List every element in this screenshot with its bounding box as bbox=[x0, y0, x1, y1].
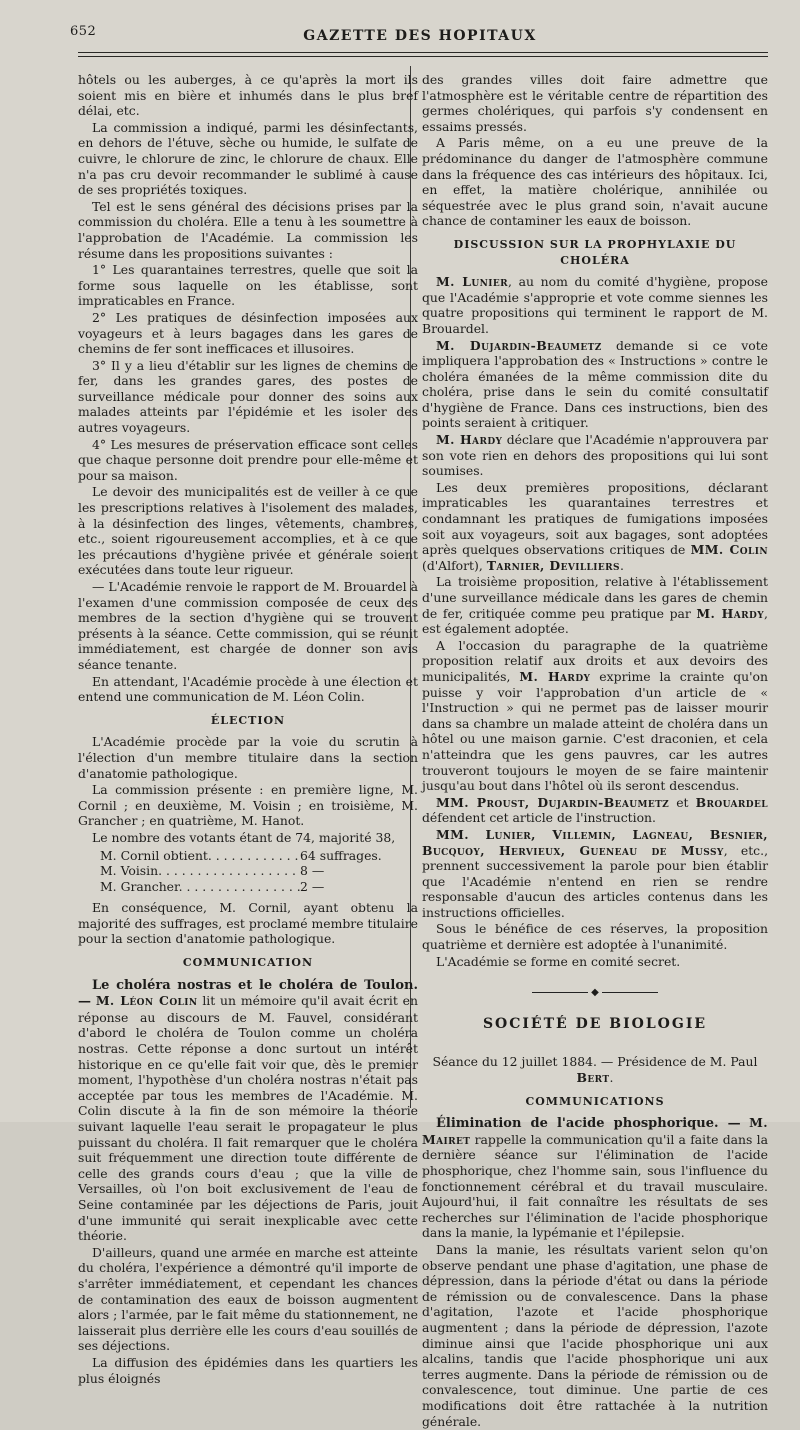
paragraph-text: lit un mémoire qu'il avait écrit en réponse au discours de M. Fauvel, considérant d'abord le choléra de Toulon comme un choléra nostras. Cette réponse a donc surtout un intérêt historique en ce qu'elle fait voir que, dès le premier moment, l'hypothèse d'un choléra nostras n'était pas acceptée par tous les membres de l'Académie. M. Colin discute à la fin de son mémoire la théorie suivant laquelle l'eau serait le propagateur le plus puissant du choléra. Il fait remarquer que le choléra suit fréquemment une direction toute différente de celle des grands cours d'eau ; que la ville de Versailles, où l'on boit exclusivement de l'eau de Seine contaminée par les déjections de Paris, jouit d'une immunité qui serait inexplicable avec cette théorie. bbox=[78, 993, 418, 1244]
section-heading-discussion: DISCUSSION SUR LA PROPHYLAXIE DU CHOLÉRA bbox=[453, 237, 737, 267]
paragraph: La diffusion des épidémies dans les quartiers les plus éloignés bbox=[78, 1354, 418, 1386]
paragraph-text: propositions, déclarant impraticables les quarantaines terrestres et condamnant les pratiques de fumigations imposées soit aux voyageurs, soit aux bagages, sont adoptées après quelques observations critiques de bbox=[422, 479, 768, 558]
paragraph-text: demande si ce vote impliquera l'approbation des « Instructions » contre le choléra émanées de la même commission dite du choléra, prise dans le sein du comité consultatif d'hygiène de France. Dans ces instructions, bien des points seraient à critiquer. bbox=[422, 337, 769, 431]
paragraph: Dans la manie, les résultats varient selon qu'on observe pendant une phase d'agitation, une phase de dépression, dans la période d'état ou dans la période de rémission ou de convalescence. Dans la phase d'agitation, l'azote et l'acide phosphorique augmentent ; dans la période de dépression, l'azote diminue ainsi que l'acide phosphorique uni aux alcalins, tandis que l'acide phosphorique uni aux terres augmente. Dans la période de rémission ou de convalescence, tout diminue. Une partie de ces modifications doit être rattachée à la nutrition générale. bbox=[422, 1241, 768, 1429]
article-title: Élimination de l'acide phosphorique. — bbox=[436, 1116, 741, 1132]
paragraph: des grandes villes doit faire admettre que l'atmosphère est le véritable centre de répartition des germes cholériques, qui parfois s'y condensent en essaims pressés. bbox=[422, 72, 768, 134]
section-heading-election: ÉLECTION bbox=[210, 713, 286, 727]
vote-count: 2 — bbox=[300, 878, 325, 894]
speaker-name: M. Hardy bbox=[519, 668, 591, 684]
paragraph bbox=[422, 274, 768, 336]
right-column bbox=[422, 72, 768, 1430]
session-text: Séance du 12 juillet 1884. — Présidence de M. Paul bbox=[432, 1054, 758, 1070]
paragraph-text: défendent cet article de l'instruction. bbox=[422, 810, 656, 826]
paragraph bbox=[422, 827, 768, 921]
vote-count: 64 suffrages. bbox=[300, 847, 382, 863]
section-heading-communications: COMMUNICATIONS bbox=[525, 1094, 665, 1108]
paragraph bbox=[422, 480, 768, 574]
paragraph-text: , etc., prennent successivement la parole pour bien établir que l'Académie n'entend en rien se rendre responsable d'aucun des articles contenus dans les instructions officielles. bbox=[422, 842, 769, 920]
candidate-name: M. Voisin. . . . bbox=[100, 863, 300, 879]
speaker-name: MM. Colin bbox=[690, 542, 768, 558]
paragraph: La commission a indiqué, parmi les désinfectants, en dehors de l'étuve, sèche ou humide, le sulfate de cuivre, le chlorure de zinc, le chlorure de chaux. Elle n'a pas cru devoir recommander le sublimé à cause de ses propriétés toxiques. bbox=[78, 119, 418, 198]
speaker-name: M. Hardy bbox=[436, 432, 503, 448]
article-title: Le choléra nostras et le choléra de Toulon. — bbox=[78, 977, 418, 1010]
paragraph: Sous le bénéfice de ces réserves, la proposition quatrième et dernière est adoptée à l'unanimité. bbox=[422, 921, 768, 953]
vote-row bbox=[100, 863, 400, 879]
paragraph: Le nombre des votants étant de 74, majorité 38, bbox=[92, 829, 396, 845]
paragraph-text: , au nom du comité d'hygiène, propose que l'Académie s'approprie et vote comme siennes les quatre propositions qui terminent le rapport de M. Brouardel. bbox=[422, 274, 768, 336]
header-rule-bottom bbox=[78, 56, 768, 57]
vote-row bbox=[100, 848, 400, 864]
paragraph: Le devoir des municipalités est de veiller à ce que les prescriptions relatives à l'isolement des malades, à la désinfection des linges, vêtements, chambres, etc., soient rigoureusement accomplies, et à ce que les précautions d'hygiène privée et générale soient exécutées dans toute leur rigueur. bbox=[78, 484, 418, 578]
speaker-name: M. Dujardin-Beaumetz bbox=[436, 337, 602, 353]
paragraph: En attendant, l'Académie procède à une élection et entend une communication de M. Léon Colin. bbox=[78, 673, 418, 705]
speaker-name: MM. Lunier, Villemin, Lagneau, Besnier, Bucquoy, Hervieux, Gueneau de Mussy bbox=[422, 826, 768, 858]
vote-count: 8 — bbox=[300, 863, 325, 879]
paragraph-text: et bbox=[669, 794, 696, 810]
speaker-name: M. Lunier bbox=[436, 274, 509, 290]
president-name: Bert bbox=[576, 1070, 610, 1086]
speaker-name: Tarnier, Devilliers bbox=[486, 557, 620, 573]
paragraph: En conséquence, M. Cornil, ayant obtenu la majorité des suffrages, est proclamé membre titulaire pour la section d'anatomie pathologique. bbox=[78, 900, 418, 947]
proposition-4: 4° Les mesures de préservation efficace sont celles que chaque personne doit prendre pour elle-même et pour sa maison. bbox=[78, 436, 418, 483]
paragraph: D'ailleurs, quand une armée en marche est atteinte du choléra, l'expérience a démontré qu'il importe de s'arrêter immédiatement, et cependant les chances de contamination des eaux de boisson augmentent alors ; l'armée, par le fait même du stationnement, ne laisserait plus derrière elle les cours d'eau souillés de ses déjections. bbox=[78, 1244, 418, 1354]
paragraph bbox=[422, 432, 768, 479]
paragraph: L'Académie se forme en comité secret. bbox=[436, 953, 681, 969]
paragraph: La commission présente : en première ligne, M. Cornil ; en deuxième, M. Voisin ; en troisième, M. Grancher ; en quatrième, M. Hanot. bbox=[78, 782, 418, 829]
author-name: M. Léon Colin bbox=[95, 993, 198, 1009]
paragraph bbox=[422, 795, 768, 826]
candidate-name: M. Grancher. . . . bbox=[100, 879, 300, 895]
paragraph-text: La troisième proposition, relative à l'établissement d'une surveillance médicale dans les gares de chemin de fer, critiquée comme peu pratique par bbox=[422, 574, 768, 621]
paragraph-text: A l'occasion du paragraphe de la quatrième proposition relatif aux droits et aux devoirs des municipalités, bbox=[422, 637, 768, 684]
vote-row bbox=[100, 879, 400, 895]
speaker-name: M. Hardy bbox=[696, 605, 765, 621]
speaker-name: MM. Proust, Dujardin-Beaumetz bbox=[436, 794, 670, 810]
paragraph: — L'Académie renvoie le rapport de M. Brouardel à l'examen d'une commission composée de ceux des membres de la section d'hygiène qui se trouvent présents à la séance. Cette commission, qui se réunit immédiatement, est chargée de donner son avis séance tenante. bbox=[78, 579, 418, 672]
journal-title: GAZETTE DES HOPITAUX bbox=[303, 28, 537, 44]
session-text: . bbox=[609, 1070, 614, 1086]
paragraph bbox=[422, 338, 768, 432]
paragraph bbox=[422, 638, 768, 794]
paragraph bbox=[78, 977, 418, 1244]
paragraph: Tel est le sens général des décisions prises par la commission du choléra. Elle a tenu à les soumettre à l'approbation de l'Académie. La commission les résume dans les propositions suivantes : bbox=[78, 198, 418, 261]
page-header bbox=[70, 22, 770, 44]
paragraph-text: exprime la crainte qu'on puisse y voir l'approbation d'un article de « l'Instruction » qui ne permet pas de laisser mourir dans sa chambre un malade atteint de choléra dans un hôtel ou une maison garnie. C'est draconien, et cela n'atteindra que les gens pauvres, car les autres trouveront toujours le moyen de se faire maintenir jusqu'au bout dans l'hôtel où ils seront descendus. bbox=[422, 668, 768, 794]
paragraph bbox=[422, 574, 768, 636]
paragraph bbox=[422, 1115, 768, 1241]
header-rule-top bbox=[78, 52, 768, 53]
ornament-divider: ◆ bbox=[422, 985, 768, 1001]
paragraph-text: déclare que l'Académie n'approuvera par son vote rien en dehors des propositions qui lui sont soumises. bbox=[422, 432, 768, 479]
candidate-name: M. Cornil obtient. . . . bbox=[100, 848, 300, 864]
society-title: SOCIÉTÉ DE BIOLOGIE bbox=[482, 1015, 708, 1032]
paragraph-text: , est également adoptée. bbox=[422, 605, 768, 637]
speaker-name: Brouardel bbox=[695, 794, 768, 810]
paragraph: hôtels ou les auberges, à ce qu'après la mort ils soient mis en bière et inhumés dans le plus bref délai, etc. bbox=[78, 72, 418, 119]
paragraph-text: Les deux premières bbox=[436, 479, 608, 495]
session-line bbox=[422, 1054, 768, 1085]
proposition-3: 3° Il y a lieu d'établir sur les lignes de chemins de fer, dans les grandes gares, des postes de surveillance médicale pour donner des soins aux malades atteints par l'épidémie et les isoler des autres voyageurs. bbox=[78, 357, 418, 436]
paragraph: A Paris même, on a eu une preuve de la prédominance du danger de l'atmosphère commune dans la fréquence des cas intérieurs des hôpitaux. Ici, en effet, la matière cholérique, annihilée ou séquestrée avec le plus grand soin, n'avait aucune chance de contaminer les eaux de boisson. bbox=[422, 135, 768, 229]
paragraph: L'Académie procède par la voie du scrutin à l'élection d'un membre titulaire dans la section d'anatomie pathologique. bbox=[78, 734, 418, 781]
paragraph-text: (d'Alfort), bbox=[422, 557, 487, 573]
proposition-2: 2° Les pratiques de désinfection imposées aux voyageurs et à leurs bagages dans les gares de chemins de fer sont inefficaces et illusoires. bbox=[78, 309, 418, 357]
page-number: 652 bbox=[70, 24, 97, 39]
vote-table bbox=[100, 848, 418, 895]
speaker-name: M. Mairet bbox=[422, 1115, 768, 1147]
paragraph-text: rappelle la communication qu'il a faite dans la dernière séance sur l'élimination de l'acide phosphorique, chez l'homme sain, sous l'influence du fonctionnement cérébral et du travail musculaire. Aujourd'hui, il fait connaître les résultats de ses recherches sur l'élimination de l'acide phosphorique dans la manie, la lypémanie et l'épilepsie. bbox=[422, 1131, 768, 1241]
proposition-1: 1° Les quarantaines terrestres, quelle que soit la forme sous laquelle on les établisse, sont impraticables en France. bbox=[78, 262, 418, 309]
left-column bbox=[78, 72, 418, 1387]
section-heading-communication: COMMUNICATION bbox=[182, 956, 314, 970]
paragraph-text: . bbox=[619, 557, 624, 573]
